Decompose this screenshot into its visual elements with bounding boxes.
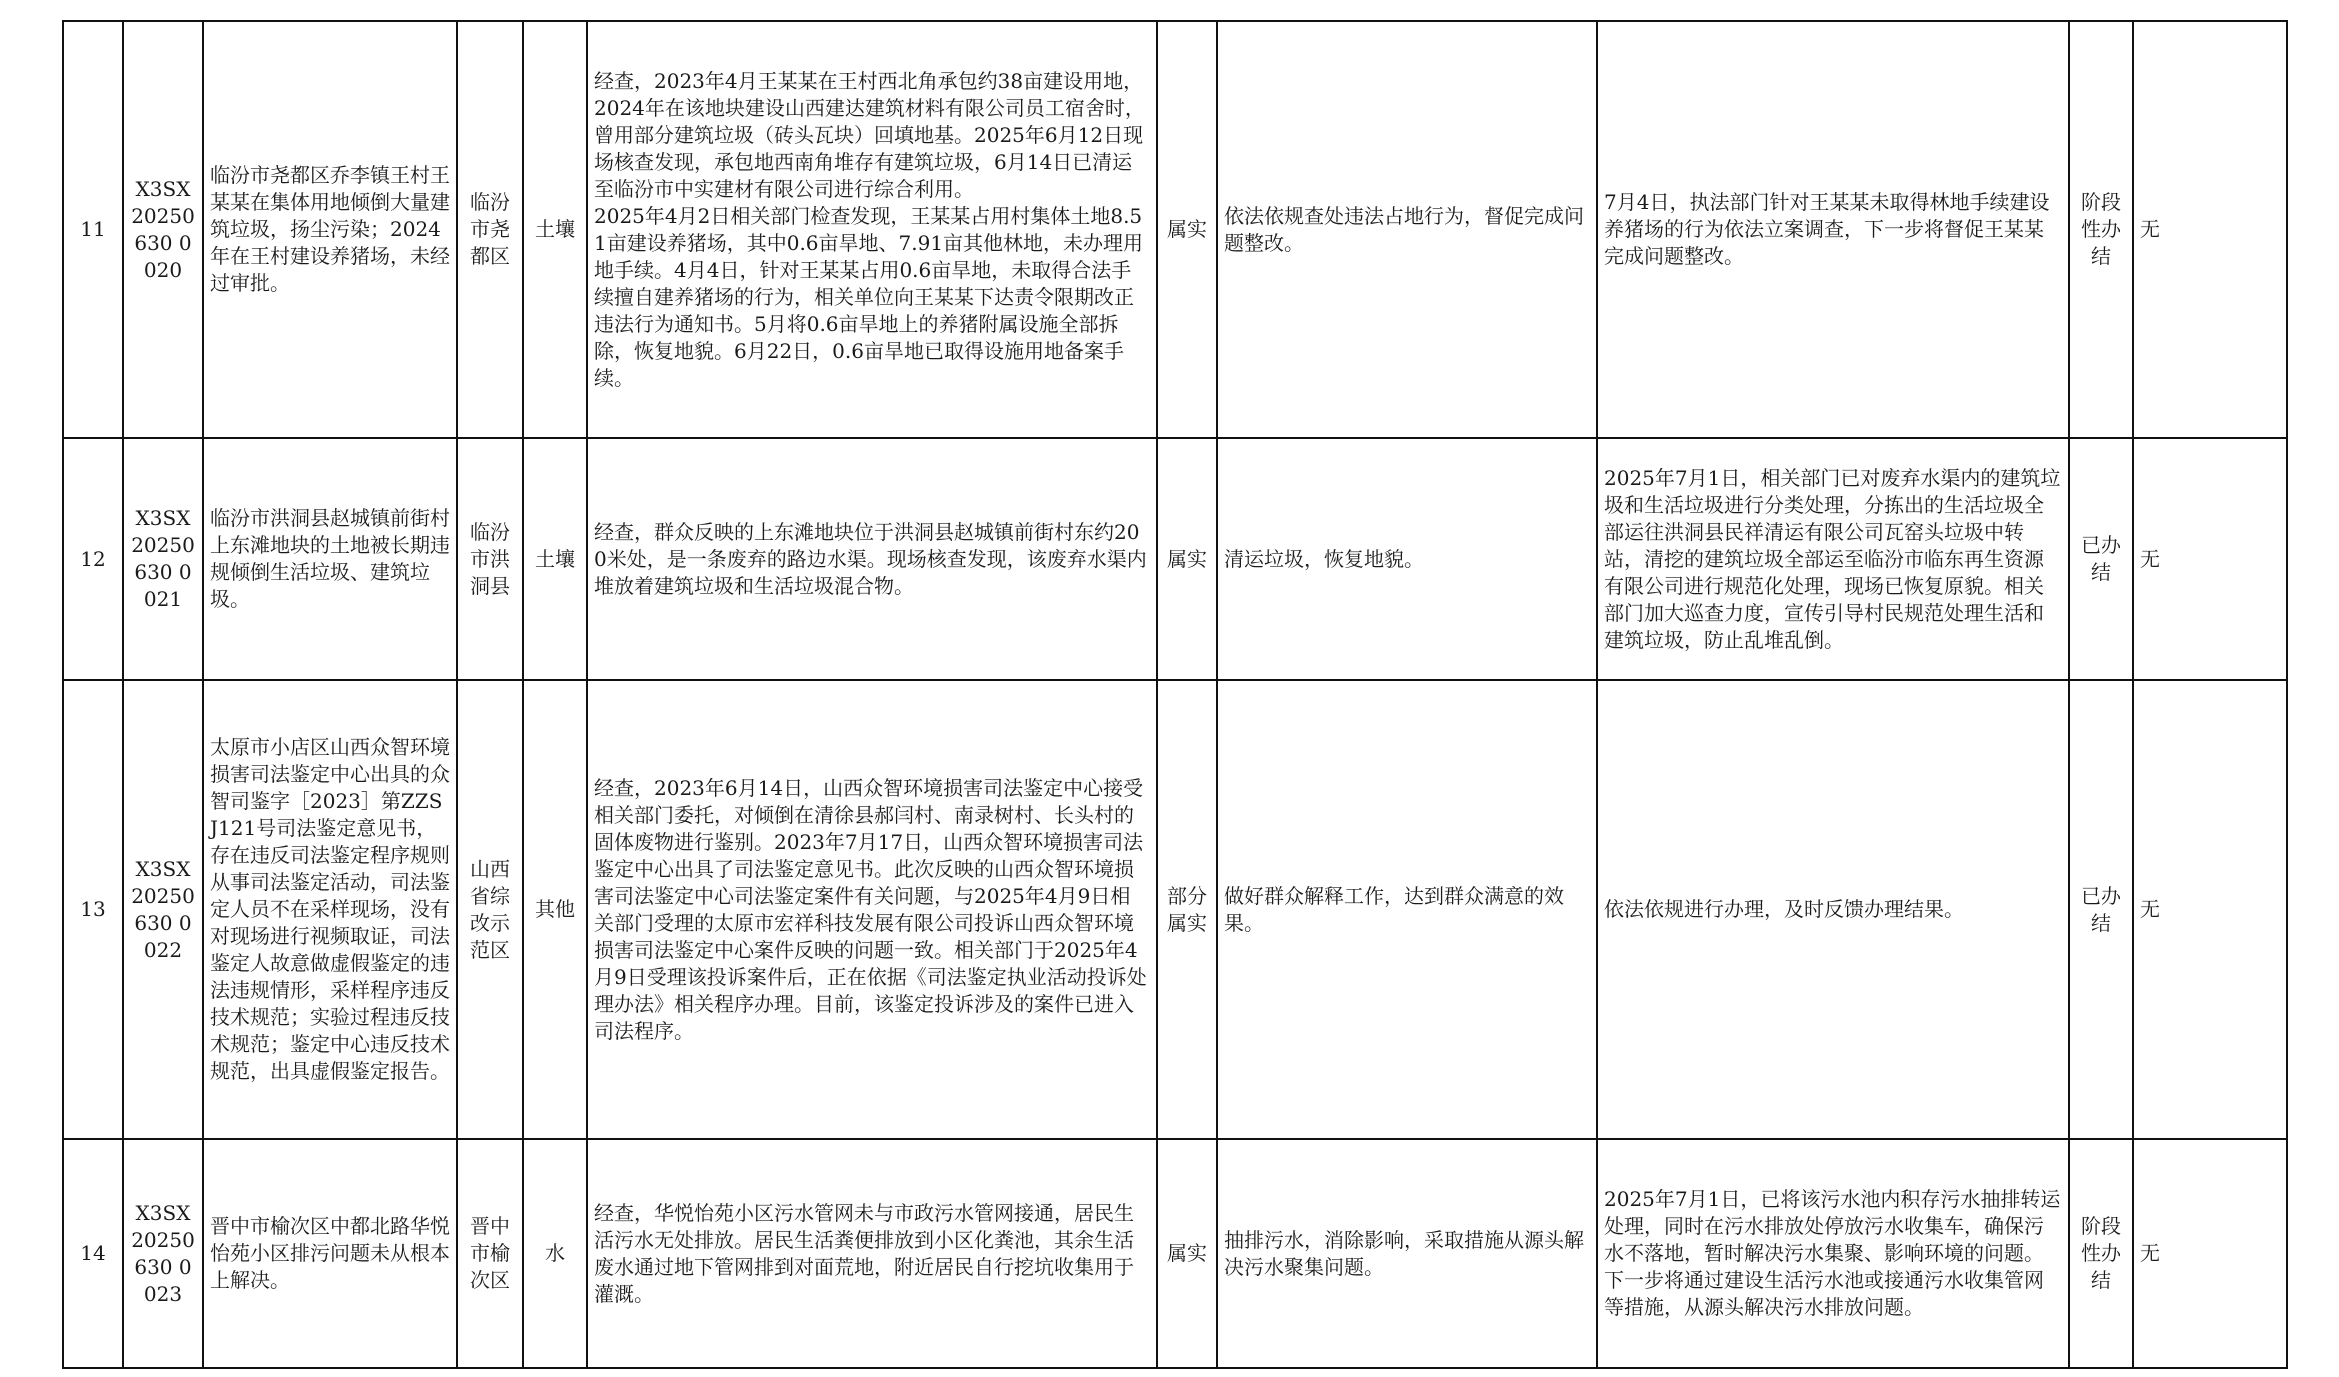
table-row [63,21,2287,438]
handling-plan: 依法依规查处违法占地行为，督促完成问题整改。 [1217,21,1597,438]
verdict: 属实 [1157,1139,1217,1368]
table-row [63,438,2287,680]
completion-status: 阶段性办结 [2069,1139,2133,1368]
pollution-type: 土壤 [523,21,587,438]
accountability: 无 [2133,680,2287,1139]
investigation-result: 经查，2023年6月14日，山西众智环境损害司法鉴定中心接受相关部门委托，对倾倒在清徐县郝闫村、南录树村、长头村的固体废物进行鉴别。2023年7月17日，山西众智环境损害司法鉴定中心出具了司法鉴定意见书。此次反映的山西众智环境损害司法鉴定中心司法鉴定案件有关问题，与2025年4月9日相关部门受理的太原市宏祥科技发展有限公司投诉山西众智环境损害司法鉴定中心案件反映的问题一致。相关部门于2025年4月9日受理该投诉案件后，正在依据《司法鉴定执业活动投诉处理办法》相关程序办理。目前，该鉴定投诉涉及的案件已进入司法程序。 [587,680,1157,1139]
handling-progress: 2025年7月1日，相关部门已对废弃水渠内的建筑垃圾和生活垃圾进行分类处理，分拣出的生活垃圾全部运往洪洞县民祥清运有限公司瓦窑头垃圾中转站，清挖的建筑垃圾全部运至临汾市临东再生资源有限公司进行规范化处理，现场已恢复原貌。相关部门加大巡查力度，宣传引导村民规范处理生活和建筑垃圾，防止乱堆乱倒。 [1597,438,2069,680]
region: 临汾市洪洞县 [457,438,523,680]
region: 临汾市尧都区 [457,21,523,438]
complaint-issue: 临汾市尧都区乔李镇王村王某某在集体用地倾倒大量建筑垃圾，扬尘污染；2024 年在王村建设养猪场，未经过审批。 [203,21,457,438]
complaint-code: X3SX20250630 0020 [123,21,203,438]
row-number: 14 [63,1139,123,1368]
table-row [63,1139,2287,1368]
accountability: 无 [2133,21,2287,438]
row-number: 11 [63,21,123,438]
accountability: 无 [2133,438,2287,680]
handling-plan: 抽排污水，消除影响，采取措施从源头解决污水聚集问题。 [1217,1139,1597,1368]
handling-progress: 7月4日，执法部门针对王某某未取得林地手续建设养猪场的行为依法立案调查，下一步将督促王某某完成问题整改。 [1597,21,2069,438]
region: 山西省综改示范区 [457,680,523,1139]
handling-plan: 清运垃圾，恢复地貌。 [1217,438,1597,680]
pollution-type: 其他 [523,680,587,1139]
complaint-code: X3SX20250630 0023 [123,1139,203,1368]
region: 晋中市榆次区 [457,1139,523,1368]
investigation-result: 经查，2023年4月王某某在王村西北角承包约38亩建设用地，2024年在该地块建设山西建达建筑材料有限公司员工宿舍时，曾用部分建筑垃圾（砖头瓦块）回填地基。2025年6月12日现场核查发现，承包地西南角堆存有建筑垃圾，6月14日已清运至临汾市中实建材有限公司进行综合利用。 2025年4月2日相关部门检查发现，王某某占用村集体土地8.51亩建设养猪场，其中0.6亩旱地、7.91亩其他林地，未办理用地手续。4月4日，针对王某某占用0.6亩旱地，未取得合法手续擅自建养猪场的行为，相关单位向王某某下达责令限期改正违法行为通知书。5月将0.6亩旱地上的养猪附属设施全部拆除，恢复地貌。6月22日，0.6亩旱地已取得设施用地备案手续。 [587,21,1157,438]
verdict: 属实 [1157,438,1217,680]
complaint-issue: 临汾市洪洞县赵城镇前街村上东滩地块的土地被长期违规倾倒生活垃圾、建筑垃圾。 [203,438,457,680]
completion-status: 已办结 [2069,438,2133,680]
investigation-result: 经查，华悦怡苑小区污水管网未与市政污水管网接通，居民生活污水无处排放。居民生活粪便排放到小区化粪池，其余生活废水通过地下管网排到对面荒地，附近居民自行挖坑收集用于灌溉。 [587,1139,1157,1368]
complaint-issue: 晋中市榆次区中都北路华悦怡苑小区排污问题未从根本上解决。 [203,1139,457,1368]
accountability: 无 [2133,1139,2287,1368]
completion-status: 阶段性办结 [2069,21,2133,438]
row-number: 13 [63,680,123,1139]
handling-progress: 依法依规进行办理，及时反馈办理结果。 [1597,680,2069,1139]
complaint-code: X3SX20250630 0021 [123,438,203,680]
completion-status: 已办结 [2069,680,2133,1139]
table-row [63,680,2287,1139]
investigation-result: 经查，群众反映的上东滩地块位于洪洞县赵城镇前街村东约200米处，是一条废弃的路边水渠。现场核查发现，该废弃水渠内堆放着建筑垃圾和生活垃圾混合物。 [587,438,1157,680]
complaint-code: X3SX20250630 0022 [123,680,203,1139]
pollution-type: 土壤 [523,438,587,680]
handling-progress: 2025年7月1日，已将该污水池内积存污水抽排转运处理，同时在污水排放处停放污水收集车，确保污水不落地，暂时解决污水集聚、影响环境的问题。下一步将通过建设生活污水池或接通污水收集管网等措施，从源头解决污水排放问题。 [1597,1139,2069,1368]
row-number: 12 [63,438,123,680]
verdict: 部分属实 [1157,680,1217,1139]
complaint-issue: 太原市小店区山西众智环境损害司法鉴定中心出具的众智司鉴字［2023］第ZZSJ121号司法鉴定意见书，存在违反司法鉴定程序规则从事司法鉴定活动，司法鉴定人员不在采样现场，没有对现场进行视频取证，司法鉴定人故意做虚假鉴定的违法违规情形，采样程序违反技术规范；实验过程违反技术规范；鉴定中心违反技术规范，出具虚假鉴定报告。 [203,680,457,1139]
handling-plan: 做好群众解释工作，达到群众满意的效果。 [1217,680,1597,1139]
pollution-type: 水 [523,1139,587,1368]
complaints-table [62,20,2288,1369]
verdict: 属实 [1157,21,1217,438]
